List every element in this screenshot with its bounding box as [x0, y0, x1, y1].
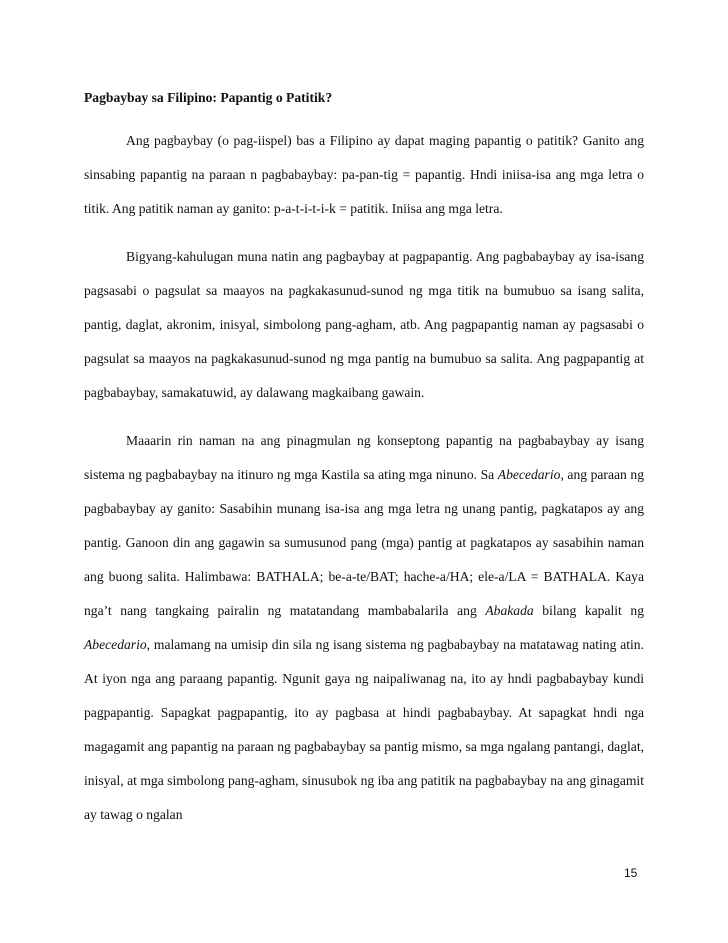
paragraph-1 [84, 124, 644, 226]
italic-term: Abakada [485, 603, 534, 618]
paragraph-2 [84, 240, 644, 410]
italic-term: Abecedario [497, 467, 561, 482]
document-title: Pagbaybay sa Filipino: Papantig o Patitik? [84, 90, 333, 105]
document-body [84, 124, 644, 846]
italic-term: Abecedario [84, 637, 147, 652]
paragraph-text: Ang pagbaybay (o pag-iispel) bas a Filipino ay dapat maging papantig o patitik? Ganito ang sinsabing papantig na paraan n pagbabaybay: pa-pan-tig = papantig. Hndi iniisa-isa ang mga letra o titik. Ang patitik naman ay ganito: p-a-t-i-t-i-k = patitik. Iniisa ang mga letra. [84, 133, 644, 216]
paragraph-text: Bigyang-kahulugan muna natin ang pagbaybay at pagpapantig. Ang pagbabaybay ay isa-isang pagsasabi o pagsulat sa maayos na pagkakasunud-sunod ng mga titik na bumubuo sa isang salita, pantig, daglat, akronim, inisyal, simbolong pang-agham, atb. Ang pagpapantig naman ay pagsasabi o pagsulat sa maayos na pagkakasunud-sunod ng mga pantig na bumubuo sa salita. Ang pagpapantig at pagbabaybay, samakatuwid, ay dalawang magkaibang gawain. [84, 249, 644, 400]
paragraph-text: , malamang na umisip din sila ng isang sistema ng pagbabaybay na matatawag nating atin. At iyon nga ang paraang papantig. Ngunit gaya ng naipaliwanag na, ito ay hndi pagbabaybay kundi pagpapantig. Sapagkat pagpapantig, ito ay pagbasa at hindi pagbabaybay. At sapagkat hndi nga magagamit ang papantig na paraan ng pagbabaybay sa pantig mismo, sa mga ngalang pantangi, daglat, inisyal, at mga simbolong pang-agham, sinusubok ng iba ang patitik na pagbabaybay na ang ginagamit ay tawag o ngalan [84, 637, 644, 822]
paragraph-text: Maaarin rin naman na ang pinagmulan ng konseptong papantig na pagbabaybay ay isang sistema ng pagbabaybay na itinuro ng mga Kastila sa ating mga ninuno. Sa [84, 433, 644, 482]
paragraph-text: , ang paraan ng pagbabaybay ay ganito: Sasabihin munang isa-isa ang mga letra ng unang pantig, pagkatapos ay ang pantig. Ganoon din ang gagawin sa sumusunod pang (mga) pantig at pagkatapos ay sasabihin naman ang buong salita. Halimbawa: BATHALA; be-a-te/BAT; hache-a/HA; ele-a/LA = BATHALA. Kaya nga’t nang tangkaing pairalin ng matatandang mambabalarila ang [84, 467, 644, 618]
paragraph-text: bilang kapalit ng [533, 603, 645, 618]
paragraph-3 [84, 424, 644, 832]
page-number: 15 [624, 866, 638, 880]
